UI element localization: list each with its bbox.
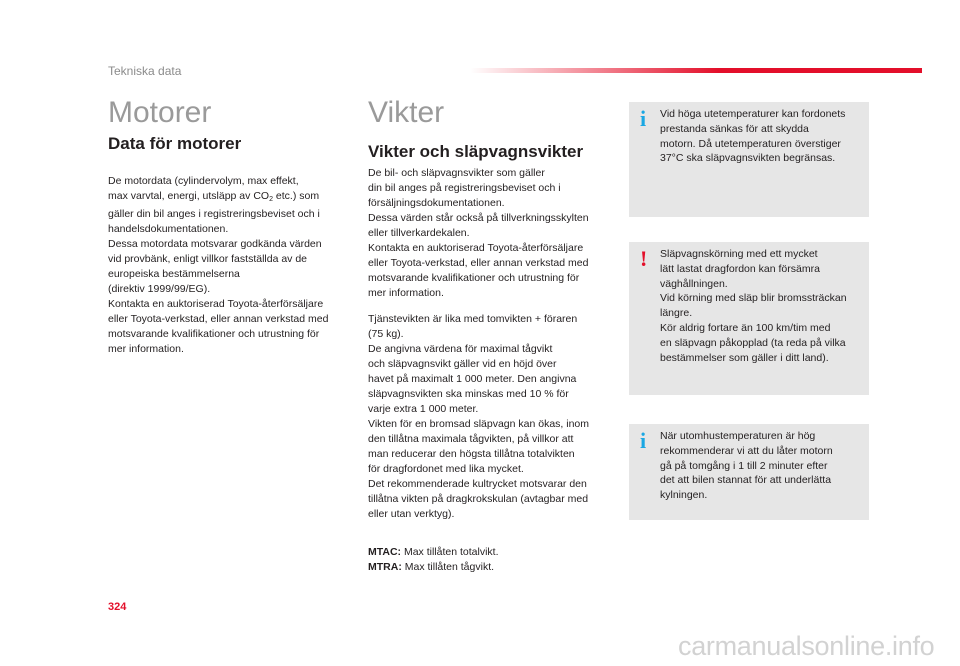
note-text: När utomhustemperaturen är hög rekommenderar vi att du låter motorn gå på tomgång i 1 till 2 minuter efter det att bilen stannat för att underlätta kylningen.: [660, 430, 833, 502]
note-text: Vid höga utetemperaturer kan fordonets prestanda sänkas för att skydda motorn. Då utetemperaturen överstiger 37°C ska släpvagnsvikten begränsas.: [660, 108, 846, 165]
subheading-data-for-motorer: Data för motorer: [108, 134, 242, 153]
abbreviation-mtac: MTAC: Max tillåten totalvikt.: [368, 546, 499, 558]
warning-icon: !: [640, 246, 648, 271]
co2-subscript: 2: [269, 196, 273, 203]
info-icon: i: [640, 428, 647, 453]
note-box-trailer-warning: [629, 242, 869, 395]
motorer-paragraph: De motordata (cylindervolym, max effekt, max varvtal, energi, utsläpp av $CO_2$ etc.) som gäller din bil anges i registreringsbeviset och i handelsdokumentationen. Dessa motordata motsvarar godkända värden vid provbänk, enligt villkor fastställda av de europeiska bestämmelserna (direktiv 1999/99/EG). Kontakta en auktoriserad Toyota-återförsäljare eller Toyota-verkstad, eller annan verkstad med motsvarande kvalifikationer och utrustning för mer information.: [108, 175, 329, 355]
note-text: Släpvagnskörning med ett mycket lätt lastat dragfordon kan försämra väghållningen. Vid körning med släp blir bromssträckan längre. Kör aldrig fortare än 100 km/tim med en släpvagn påkopplad (ta reda på vilka bestämmelser som gäller i ditt land).: [660, 248, 847, 364]
watermark: carmanualsonline.info: [678, 631, 935, 661]
heading-motorer: Motorer: [108, 96, 212, 129]
note-box-high-temperature: [629, 102, 869, 217]
note-box-idle-cooling: [629, 424, 869, 520]
vikter-paragraph-1: De bil- och släpvagnsvikter som gäller din bil anges på registreringsbeviset och i försäljningsdokumentationen. Dessa värden står också på tillverkningsskylten eller tillverkardekalen. Kontakta en auktoriserad Toyota-återförsäljare eller Toyota-verkstad, eller annan verkstad med motsvarande kvalifikationer och utrustning för mer information.: [368, 167, 589, 299]
heading-vikter: Vikter: [368, 96, 445, 129]
vikter-paragraph-2: Tjänstevikten är lika med tomvikten + föraren (75 kg). De angivna värdena för maximal tågvikt och släpvagnsvikt gäller vid en höjd över havet på maximalt 1 000 meter. Den angivna släpvagnsvikten ska minskas med 10 % för varje extra 1 000 meter. Vikten för en bromsad släpvagn kan ökas, inom den tillåtna maximala tågvikten, på villkor att man reducerar den högsta tillåtna totalvikten för dragfordonet med lika mycket. Det rekommenderade kultrycket motsvarar den tillåtna vikten på dragkrokskulan (avtagbar med eller utan verktyg).: [368, 313, 590, 520]
subheading-vikter-och-slapvagnsvikter: Vikter och släpvagnsvikter: [368, 142, 584, 161]
section-title: Tekniska data: [108, 64, 182, 78]
abbreviation-mtra: MTRA: Max tillåten tågvikt.: [368, 561, 495, 573]
info-icon: i: [640, 106, 647, 131]
header-accent-bar: [470, 68, 922, 73]
page-number: 324: [108, 601, 127, 613]
